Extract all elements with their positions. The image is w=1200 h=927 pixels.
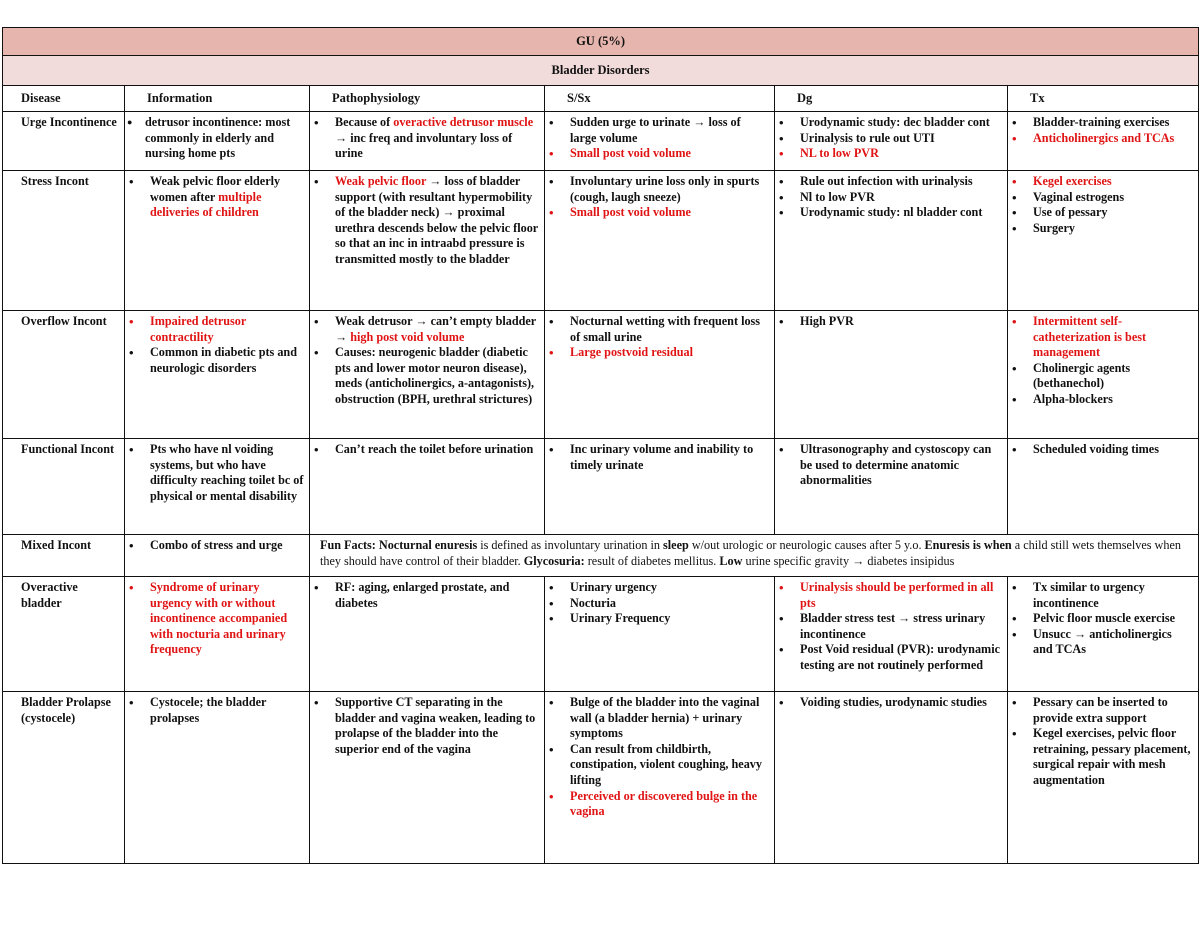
title-row — [3, 28, 1199, 56]
list-item: • Can result from childbirth, constipation, violent coughing, heavy lifting — [570, 742, 769, 789]
dg-cell — [775, 112, 1008, 171]
list-item: • RF: aging, enlarged prostate, and diabetes — [335, 580, 539, 611]
list-item: • Can’t reach the toilet before urination — [335, 442, 539, 458]
list-item: • Urinalysis should be performed in all pts — [800, 580, 1002, 611]
text: Weak pelvic floor elderly women after — [150, 174, 281, 204]
list-item: • Urinalysis to rule out UTI — [800, 131, 1002, 147]
list-item — [150, 442, 304, 504]
list-item: • Unsucc → anticholinergics and TCAs — [1033, 627, 1193, 658]
text: Because of — [335, 115, 394, 129]
list-item — [335, 115, 539, 162]
list-item: • Small post void volume — [570, 146, 769, 162]
list-item: • Supportive CT separating in the bladder and vagina weaken, leading to prolapse of the bladder into the superior end of the vagina — [335, 695, 539, 757]
disease-cell: Overflow Incont — [3, 311, 125, 439]
info-cell — [125, 311, 310, 439]
ssx-cell — [545, 311, 775, 439]
table-subtitle: Bladder Disorders — [3, 56, 1199, 86]
disease-cell: Overactive bladder — [3, 577, 125, 692]
highlight-text: high post void volume — [350, 329, 465, 344]
table-row — [3, 439, 1199, 535]
list-item: • Scheduled voiding times — [1033, 442, 1193, 458]
list-item: • Voiding studies, urodynamic studies — [800, 695, 1002, 711]
bold-text: sleep — [663, 538, 689, 552]
list-item: • Urodynamic study: nl bladder cont — [800, 205, 1002, 221]
highlight-text: overactive detrusor muscle — [393, 115, 534, 129]
list-item: • Urodynamic study: dec bladder cont — [800, 115, 1002, 131]
bold-text: Nocturnal enuresis — [378, 538, 478, 552]
ssx-cell — [545, 577, 775, 692]
patho-cell — [310, 171, 545, 311]
text: is defined as involuntary urination in — [477, 538, 664, 552]
info-cell — [125, 112, 310, 171]
highlight-text: multiple deliveries of children — [150, 189, 262, 220]
list-item: • Impaired detrusor contractility — [150, 314, 304, 345]
disease-cell: Mixed Incont — [3, 535, 125, 577]
ssx-cell — [545, 112, 775, 171]
ssx-cell — [545, 692, 775, 864]
list-item: • Bulge of the bladder into the vaginal wall (a bladder hernia) + urinary symptoms — [570, 695, 769, 742]
disease-cell: Urge Incontinence — [3, 112, 125, 171]
info-cell — [125, 577, 310, 692]
list-item: • Pessary can be inserted to provide extra support — [1033, 695, 1193, 726]
list-item: • High PVR — [800, 314, 1002, 330]
list-item: • Small post void volume — [570, 205, 769, 221]
dg-cell — [775, 692, 1008, 864]
bold-text: diabetic — [214, 345, 256, 360]
fun-facts-cell — [310, 535, 1199, 577]
patho-cell — [310, 112, 545, 171]
list-item: • Inc urinary volume and inability to timely urinate — [570, 442, 769, 473]
list-item: • Urinary Frequency — [570, 611, 769, 627]
list-item: • Intermittent self-catheterization is best management — [1033, 314, 1193, 361]
disease-cell: Functional Incont — [3, 439, 125, 535]
list-item — [335, 314, 539, 345]
list-item: • Kegel exercises, pelvic floor retraining, pessary placement, surgical repair with mesh augmentation — [1033, 726, 1193, 788]
list-item: • Post Void residual (PVR): urodynamic testing are not routinely performed — [800, 642, 1002, 673]
list-item: • Syndrome of urinary urgency with or without incontinence accompanied with nocturia and urinary frequency — [150, 580, 304, 658]
text: Pts who have nl voiding systems, but who have difficulty reaching toilet bc of — [150, 442, 304, 488]
patho-cell — [310, 311, 545, 439]
bold-text: Low — [719, 553, 743, 568]
info-cell — [125, 535, 310, 577]
text: urine specific gravity → diabetes insipidus — [742, 553, 955, 568]
list-item — [150, 174, 304, 221]
header-row — [3, 86, 1199, 112]
list-item: • Kegel exercises — [1033, 174, 1193, 190]
text: pts and — [255, 345, 297, 360]
list-item: • Urinary urgency — [570, 580, 769, 596]
list-item: • Ultrasonography and cystoscopy can be used to determine anatomic abnormalities — [800, 442, 1002, 489]
list-item — [335, 174, 539, 268]
disease-cell: Bladder Prolapse (cystocele) — [3, 692, 125, 864]
text: Common in — [150, 345, 215, 360]
bold-text: physical or mental disability — [150, 488, 298, 503]
text: a child still wets themselves when they should have control of their bladder. — [320, 538, 1181, 568]
header-disease: Disease — [3, 86, 125, 112]
dg-cell — [775, 577, 1008, 692]
table-row — [3, 577, 1199, 692]
header-tx: Tx — [1008, 86, 1199, 112]
table-row — [3, 535, 1199, 577]
tx-cell — [1008, 171, 1199, 311]
text: → loss of bladder support (with resultant hypermobility of the bladder neck) → proximal urethra descends below the pelvic floor so that an inc in intraabd pressure is transmitted mostly to the bladder — [335, 174, 538, 266]
tx-cell — [1008, 311, 1199, 439]
list-item: • Involuntary urine loss only in spurts (cough, laugh sneeze) — [570, 174, 769, 205]
tx-cell — [1008, 577, 1199, 692]
list-item: • Cystocele; the bladder prolapses — [150, 695, 304, 726]
header-ssx: S/Sx — [545, 86, 775, 112]
text: result of diabetes mellitus. — [584, 553, 720, 568]
list-item: • Bladder-training exercises — [1033, 115, 1193, 131]
bold-text: neurologic — [150, 360, 205, 375]
list-item: • Perceived or discovered bulge in the vagina — [570, 789, 769, 820]
list-item: • Anticholinergics and TCAs — [1033, 131, 1193, 147]
list-item: • Nocturnal wetting with frequent loss of small urine — [570, 314, 769, 345]
patho-cell — [310, 577, 545, 692]
patho-cell — [310, 439, 545, 535]
ssx-cell — [545, 171, 775, 311]
patho-cell — [310, 692, 545, 864]
list-item: • Causes: neurogenic bladder (diabetic pts and lower motor neuron disease), meds (anticholinergics, a-antagonists), obstruction (BPH, urethral strictures) — [335, 345, 539, 407]
list-item: • Sudden urge to urinate → loss of large volume — [570, 115, 769, 146]
list-item: • Combo of stress and urge — [150, 538, 304, 554]
table-title: GU (5%) — [3, 28, 1199, 56]
dg-cell — [775, 311, 1008, 439]
table-row — [3, 311, 1199, 439]
ssx-cell — [545, 439, 775, 535]
subtitle-row — [3, 56, 1199, 86]
bladder-disorders-table — [2, 27, 1199, 864]
list-item: • Cholinergic agents (bethanechol) — [1033, 361, 1193, 392]
highlight-text: Weak pelvic floor — [335, 174, 427, 188]
text: disorders — [204, 360, 257, 375]
table-row — [3, 171, 1199, 311]
info-cell — [125, 692, 310, 864]
list-item: • Large postvoid residual — [570, 345, 769, 361]
list-item: • Nl to low PVR — [800, 190, 1002, 206]
list-item: • Tx similar to urgency incontinence — [1033, 580, 1193, 611]
bold-text: Glycosuria: — [523, 553, 585, 568]
list-item — [150, 345, 304, 376]
text: → inc freq and involuntary loss of urine — [335, 130, 513, 161]
list-item: • Vaginal estrogens — [1033, 190, 1193, 206]
list-item: ● detrusor incontinence: most commonly in elderly and nursing home pts — [145, 115, 304, 162]
bold-text: Enuresis is when — [924, 538, 1012, 552]
list-item: • Bladder stress test → stress urinary incontinence — [800, 611, 1002, 642]
table-row — [3, 692, 1199, 864]
info-cell — [125, 439, 310, 535]
tx-cell — [1008, 439, 1199, 535]
dg-cell — [775, 439, 1008, 535]
list-item: • Pelvic floor muscle exercise — [1033, 611, 1193, 627]
list-item: • Alpha-blockers — [1033, 392, 1193, 408]
disease-cell: Stress Incont — [3, 171, 125, 311]
list-item: • Use of pessary — [1033, 205, 1193, 221]
table-row — [3, 112, 1199, 171]
info-cell — [125, 171, 310, 311]
header-information: Information — [125, 86, 310, 112]
list-item: • Nocturia — [570, 596, 769, 612]
header-pathophysiology: Pathophysiology — [310, 86, 545, 112]
list-item: • Surgery — [1033, 221, 1193, 237]
text: Weak detrusor → can’t empty bladder → — [335, 314, 536, 344]
list-item: • NL to low PVR — [800, 146, 1002, 162]
tx-cell — [1008, 692, 1199, 864]
text: w/out urologic or neurologic causes after 5 y.o. — [688, 538, 925, 552]
header-dg: Dg — [775, 86, 1008, 112]
bold-text: Fun Facts: — [320, 538, 379, 552]
dg-cell — [775, 171, 1008, 311]
list-item: • Rule out infection with urinalysis — [800, 174, 1002, 190]
tx-cell — [1008, 112, 1199, 171]
